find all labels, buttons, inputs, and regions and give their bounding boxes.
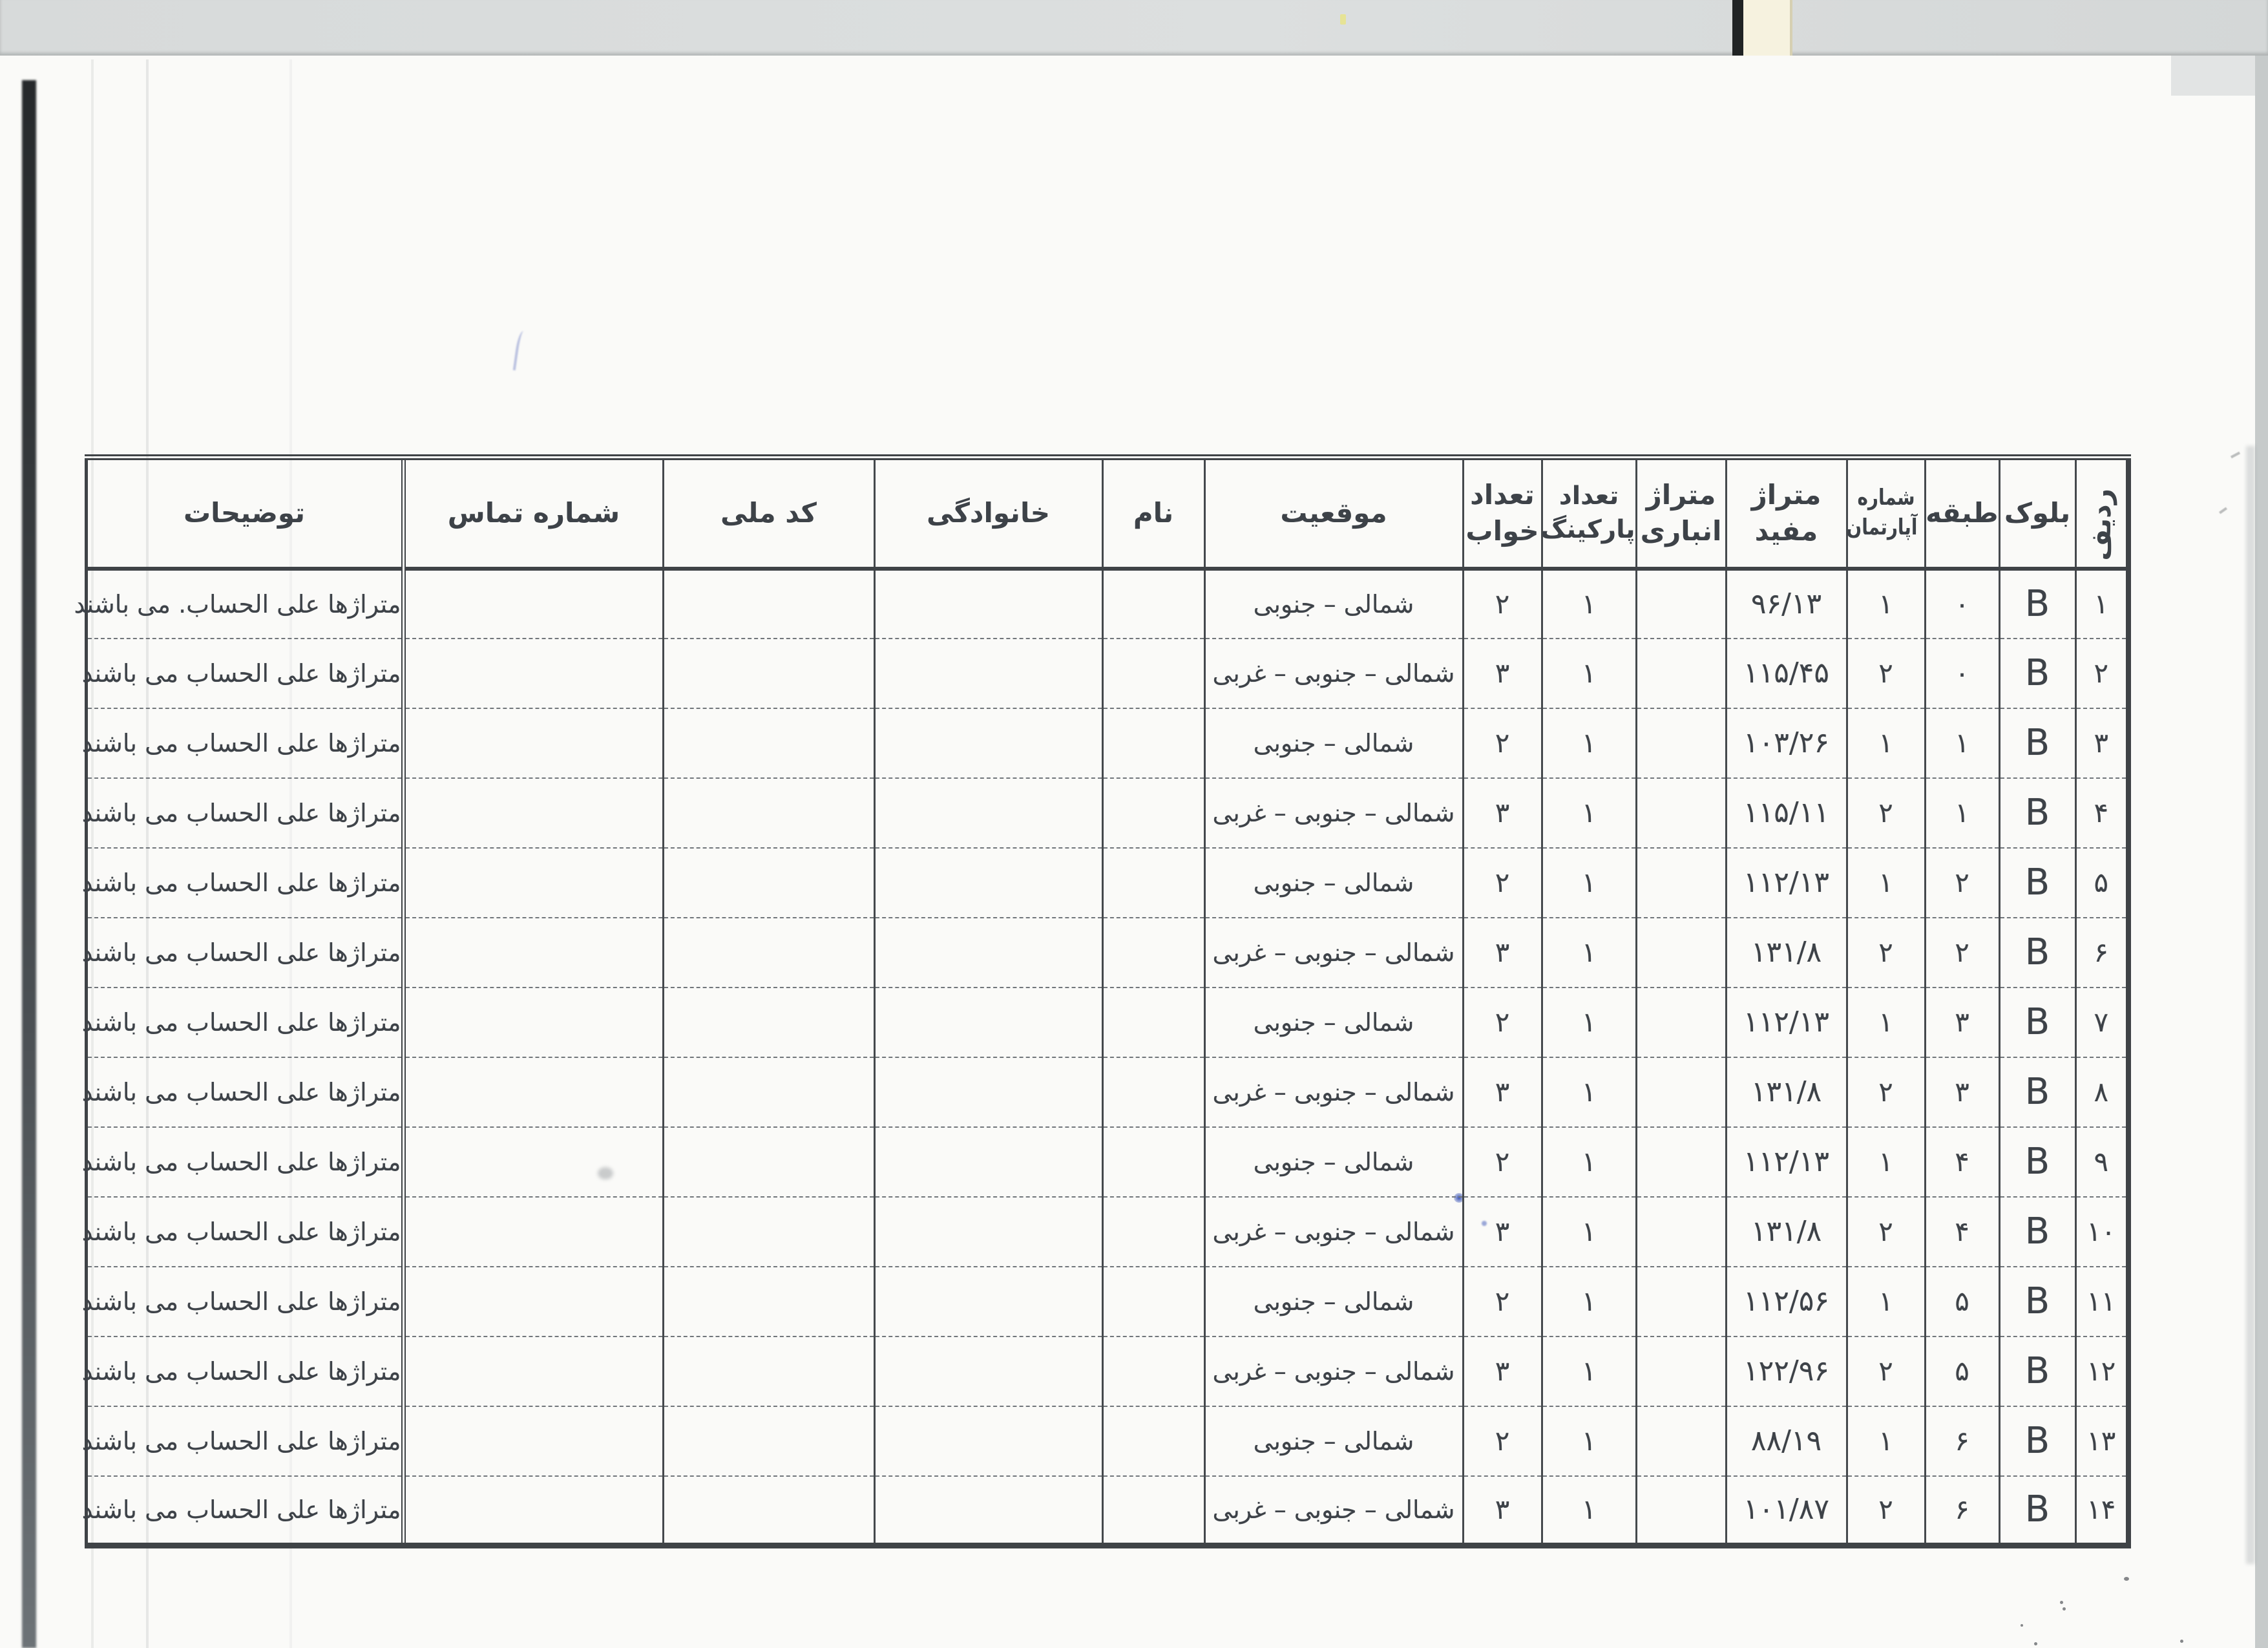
table-row: [86, 918, 2128, 988]
cell-storage: [1636, 1336, 1726, 1406]
ink-speck: [2063, 1607, 2066, 1611]
cell-notes: متراژها علی الحساب می باشند: [86, 918, 403, 988]
table-body: [74, 569, 2128, 1546]
cell-name: [1102, 1127, 1204, 1197]
cell-family: [874, 848, 1102, 918]
cell-storage: [1636, 848, 1726, 918]
cell-national_id: [663, 1336, 874, 1406]
cell-floor: ۰: [1925, 639, 1999, 708]
cell-block: B: [1999, 639, 2075, 708]
cell-bedrooms: ۲: [1463, 1127, 1542, 1197]
cell-parking: ۱: [1542, 918, 1636, 988]
cell-notes: متراژها علی الحساب می باشند: [86, 1267, 403, 1336]
apartments-table-wrap: [74, 454, 2131, 1548]
cell-storage: [1636, 1197, 1726, 1267]
cell-parking: ۱: [1542, 1336, 1636, 1406]
scanner-bed-strip: [0, 0, 2268, 56]
cell-area: ۱۳۱/۸: [1726, 1197, 1847, 1267]
cell-storage: [1636, 778, 1726, 848]
cell-bedrooms: ۲: [1463, 848, 1542, 918]
cell-area: ۱۱۲/۵۶: [1726, 1267, 1847, 1336]
cell-block: B: [1999, 1406, 2075, 1476]
col-header-bedrooms-text: خواب: [1465, 515, 1539, 547]
cell-phone: [403, 1267, 663, 1336]
cell-national_id: [663, 988, 874, 1057]
cell-name: [1102, 708, 1204, 778]
cell-notes: متراژها علی الحساب می باشند: [86, 1127, 403, 1197]
cell-apt: ۲: [1847, 778, 1925, 848]
cell-area: ۹۶/۱۳: [1726, 569, 1847, 639]
table-row: [86, 1127, 2128, 1197]
cell-parking: ۱: [1542, 1127, 1636, 1197]
cell-storage: [1636, 569, 1726, 639]
cell-national_id: [663, 708, 874, 778]
cell-radif: ۹: [2075, 1127, 2128, 1197]
cell-floor: ۳: [1925, 988, 1999, 1057]
cell-bedrooms: ۳: [1463, 918, 1542, 988]
cell-radif: ۱۰: [2075, 1197, 2128, 1267]
cell-family: [874, 1127, 1102, 1197]
cell-national_id: [663, 1057, 874, 1127]
cell-area: ۱۳۱/۸: [1726, 918, 1847, 988]
cell-radif: ۵: [2075, 848, 2128, 918]
table-row: [86, 1476, 2128, 1546]
cell-notes: متراژها علی الحساب می باشند: [86, 1336, 403, 1406]
cell-parking: ۱: [1542, 1476, 1636, 1546]
col-header-national_id-text: کد ملی: [720, 496, 817, 529]
ink-speck: [2180, 1640, 2183, 1643]
cell-parking: ۱: [1542, 1197, 1636, 1267]
table-row: [86, 848, 2128, 918]
cell-area: ۱۰۱/۸۷: [1726, 1476, 1847, 1546]
cell-area: ۱۰۳/۲۶: [1726, 708, 1847, 778]
cell-radif: ۴: [2075, 778, 2128, 848]
cell-family: [874, 639, 1102, 708]
col-header-family-text: خانوادگی: [926, 496, 1050, 529]
table-row: [86, 569, 2128, 639]
cell-location: شمالی – جنوبی – غربی: [1204, 1476, 1463, 1546]
cell-phone: [403, 1476, 663, 1546]
cell-block: B: [1999, 1057, 2075, 1127]
col-header-family: [874, 458, 1102, 569]
cell-location: شمالی – جنوبی – غربی: [1204, 639, 1463, 708]
cell-notes: متراژها علی الحساب می باشند: [86, 708, 403, 778]
top-right-shadow: [2171, 56, 2268, 96]
cell-phone: [403, 708, 663, 778]
cell-notes: متراژها علی الحساب می باشند: [86, 639, 403, 708]
cell-family: [874, 1267, 1102, 1336]
table-row: [86, 988, 2128, 1057]
cell-phone: [403, 569, 663, 639]
cell-name: [1102, 639, 1204, 708]
cell-block: B: [1999, 708, 2075, 778]
col-header-area: [1726, 458, 1847, 569]
cell-name: [1102, 778, 1204, 848]
cell-block: B: [1999, 1127, 2075, 1197]
table-row: [86, 1197, 2128, 1267]
table-row: [86, 1057, 2128, 1127]
cell-national_id: [663, 1476, 874, 1546]
col-header-apt-text: شماره: [1856, 485, 1915, 511]
cell-name: [1102, 918, 1204, 988]
cell-family: [874, 708, 1102, 778]
cell-notes: متراژها علی الحساب می باشند: [86, 1057, 403, 1127]
cell-parking: ۱: [1542, 988, 1636, 1057]
cell-apt: ۲: [1847, 639, 1925, 708]
cell-block: B: [1999, 1197, 2075, 1267]
cell-phone: [403, 639, 663, 708]
cell-phone: [403, 1127, 663, 1197]
cell-national_id: [663, 1197, 874, 1267]
cell-location: شمالی – جنوبی – غربی: [1204, 778, 1463, 848]
cell-phone: [403, 1336, 663, 1406]
cell-floor: ۶: [1925, 1476, 1999, 1546]
cell-national_id: [663, 778, 874, 848]
yellow-speck: [1340, 14, 1346, 25]
col-header-storage: [1636, 458, 1726, 569]
cell-bedrooms: ۳: [1463, 1336, 1542, 1406]
cell-location: شمالی – جنوبی: [1204, 708, 1463, 778]
col-header-phone: [403, 458, 663, 569]
cell-radif: ۱۴: [2075, 1476, 2128, 1546]
cell-family: [874, 778, 1102, 848]
col-header-parking: [1542, 458, 1636, 569]
cell-area: ۱۱۲/۱۳: [1726, 1127, 1847, 1197]
col-header-name: [1102, 458, 1204, 569]
cell-national_id: [663, 1406, 874, 1476]
cell-parking: ۱: [1542, 778, 1636, 848]
cell-apt: ۲: [1847, 918, 1925, 988]
cell-bedrooms: ۳: [1463, 778, 1542, 848]
col-header-location-text: موقعیت: [1280, 496, 1387, 529]
cell-apt: ۲: [1847, 1197, 1925, 1267]
paper-edge-patch: [1743, 0, 1792, 56]
ink-speck: [2034, 1642, 2037, 1645]
cell-location: شمالی – جنوبی: [1204, 848, 1463, 918]
cell-apt: ۱: [1847, 1267, 1925, 1336]
cell-notes: متراژها علی الحساب می باشند: [86, 778, 403, 848]
cell-location: شمالی – جنوبی – غربی: [1204, 1197, 1463, 1267]
cell-radif: ۶: [2075, 918, 2128, 988]
cell-national_id: [663, 918, 874, 988]
col-header-name-text: نام: [1133, 496, 1174, 529]
col-header-radif: [2075, 458, 2128, 569]
col-header-location: [1204, 458, 1463, 569]
cell-parking: ۱: [1542, 1057, 1636, 1127]
cell-apt: ۲: [1847, 1476, 1925, 1546]
cell-family: [874, 1476, 1102, 1546]
cell-floor: ۶: [1925, 1406, 1999, 1476]
cell-radif: ۲: [2075, 639, 2128, 708]
cell-bedrooms: ۳: [1463, 1057, 1542, 1127]
cell-name: [1102, 569, 1204, 639]
col-header-apt: [1847, 458, 1925, 569]
col-header-radif-text: ردیف: [2084, 489, 2117, 561]
cell-radif: ۷: [2075, 988, 2128, 1057]
cell-radif: ۳: [2075, 708, 2128, 778]
cell-location: شمالی – جنوبی: [1204, 988, 1463, 1057]
col-header-notes: [86, 458, 403, 569]
ink-speck: [2124, 1577, 2129, 1581]
cell-area: ۱۱۵/۱۱: [1726, 778, 1847, 848]
cell-name: [1102, 1336, 1204, 1406]
table-row: [86, 1336, 2128, 1406]
cell-bedrooms: ۳: [1463, 639, 1542, 708]
cell-floor: ۵: [1925, 1267, 1999, 1336]
paper-fold-shadow: [22, 80, 36, 1648]
cell-area: ۱۱۲/۱۳: [1726, 988, 1847, 1057]
cell-phone: [403, 1057, 663, 1127]
cell-notes: متراژها علی الحساب می باشند: [86, 848, 403, 918]
cell-name: [1102, 1197, 1204, 1267]
cell-national_id: [663, 1127, 874, 1197]
cell-bedrooms: ۲: [1463, 569, 1542, 639]
cell-apt: ۱: [1847, 1127, 1925, 1197]
cell-floor: ۴: [1925, 1197, 1999, 1267]
col-header-bedrooms: [1463, 458, 1542, 569]
header-row: [86, 458, 2128, 569]
cell-location: شمالی – جنوبی – غربی: [1204, 1057, 1463, 1127]
col-header-parking-text: تعداد: [1559, 481, 1619, 511]
cell-storage: [1636, 1057, 1726, 1127]
cell-national_id: [663, 569, 874, 639]
pencil-mark: [2219, 507, 2227, 514]
cell-storage: [1636, 1406, 1726, 1476]
cell-storage: [1636, 988, 1726, 1057]
col-header-bedrooms-text: تعداد: [1470, 478, 1535, 511]
cell-apt: ۱: [1847, 569, 1925, 639]
cell-location: شمالی – جنوبی – غربی: [1204, 918, 1463, 988]
cell-storage: [1636, 1267, 1726, 1336]
cell-family: [874, 988, 1102, 1057]
cell-name: [1102, 1406, 1204, 1476]
cell-phone: [403, 848, 663, 918]
ink-speck: [2021, 1624, 2023, 1627]
cell-family: [874, 569, 1102, 639]
scanner-black-mark: [1732, 0, 1743, 56]
cell-storage: [1636, 1476, 1726, 1546]
col-header-storage-text: انباری: [1640, 515, 1722, 547]
cell-national_id: [663, 639, 874, 708]
cell-area: ۱۲۲/۹۶: [1726, 1336, 1847, 1406]
col-header-block-text: بلوک: [2004, 496, 2071, 529]
cell-bedrooms: ۲: [1463, 1406, 1542, 1476]
table-row: [86, 708, 2128, 778]
cell-notes: متراژها علی الحساب می باشند: [86, 1406, 403, 1476]
cell-floor: ۳: [1925, 1057, 1999, 1127]
cell-name: [1102, 988, 1204, 1057]
cell-phone: [403, 1406, 663, 1476]
cell-floor: ۵: [1925, 1336, 1999, 1406]
cell-location: شمالی – جنوبی: [1204, 1127, 1463, 1197]
cell-block: B: [1999, 848, 2075, 918]
cell-notes: متراژها علی الحساب می باشند: [86, 1476, 403, 1546]
cell-block: B: [1999, 569, 2075, 639]
blue-ink-squiggle: [513, 330, 529, 372]
cell-parking: ۱: [1542, 848, 1636, 918]
cell-bedrooms: ۳: [1463, 1197, 1542, 1267]
cell-family: [874, 918, 1102, 988]
cell-area: ۱۱۲/۱۳: [1726, 848, 1847, 918]
cell-block: B: [1999, 988, 2075, 1057]
cell-radif: ۸: [2075, 1057, 2128, 1127]
col-header-parking-text: پارکینگ: [1540, 515, 1635, 545]
cell-national_id: [663, 848, 874, 918]
col-header-area-text: متراژ مفید: [1751, 478, 1822, 547]
cell-location: شمالی – جنوبی – غربی: [1204, 1336, 1463, 1406]
cell-bedrooms: ۲: [1463, 1267, 1542, 1336]
cell-storage: [1636, 1127, 1726, 1197]
col-header-storage-text: متراژ: [1646, 478, 1716, 511]
cell-floor: ۲: [1925, 918, 1999, 988]
cell-phone: [403, 1197, 663, 1267]
apartments-table: [74, 454, 2132, 1548]
cell-radif: ۱۲: [2075, 1336, 2128, 1406]
table-row: [86, 778, 2128, 848]
cell-location: شمالی – جنوبی: [1204, 1267, 1463, 1336]
cell-parking: ۱: [1542, 708, 1636, 778]
cell-area: ۸۸/۱۹: [1726, 1406, 1847, 1476]
cell-floor: ۴: [1925, 1127, 1999, 1197]
cell-parking: ۱: [1542, 639, 1636, 708]
cell-bedrooms: ۲: [1463, 708, 1542, 778]
cell-phone: [403, 778, 663, 848]
cell-radif: ۱۱: [2075, 1267, 2128, 1336]
cell-family: [874, 1406, 1102, 1476]
cell-parking: ۱: [1542, 1267, 1636, 1336]
cell-notes: متراژها علی الحساب می باشند: [86, 988, 403, 1057]
cell-storage: [1636, 708, 1726, 778]
cell-radif: ۱۳: [2075, 1406, 2128, 1476]
cell-floor: ۱: [1925, 708, 1999, 778]
cell-apt: ۱: [1847, 988, 1925, 1057]
table-row: [86, 1406, 2128, 1476]
table-row: [86, 1267, 2128, 1336]
cell-storage: [1636, 639, 1726, 708]
paper-right-edge: [2255, 56, 2268, 1648]
cell-block: B: [1999, 1476, 2075, 1546]
paper-right-edge-fuzz: [2246, 446, 2255, 1564]
cell-block: B: [1999, 918, 2075, 988]
cell-apt: ۱: [1847, 1406, 1925, 1476]
cell-notes: متراژها علی الحساب. می باشند: [86, 569, 403, 639]
cell-phone: [403, 988, 663, 1057]
cell-apt: ۱: [1847, 708, 1925, 778]
cell-floor: ۲: [1925, 848, 1999, 918]
cell-phone: [403, 918, 663, 988]
cell-family: [874, 1336, 1102, 1406]
cell-parking: ۱: [1542, 1406, 1636, 1476]
cell-block: B: [1999, 1267, 2075, 1336]
table-row: [86, 639, 2128, 708]
cell-family: [874, 1057, 1102, 1127]
col-header-national_id: [663, 458, 874, 569]
cell-apt: ۲: [1847, 1336, 1925, 1406]
cell-apt: ۲: [1847, 1057, 1925, 1127]
col-header-notes-text: توضیحات: [183, 496, 306, 529]
cell-apt: ۱: [1847, 848, 1925, 918]
cell-name: [1102, 1057, 1204, 1127]
cell-bedrooms: ۳: [1463, 1476, 1542, 1546]
pencil-mark: [2231, 452, 2240, 459]
col-header-phone-text: شماره تماس: [447, 496, 620, 529]
cell-national_id: [663, 1267, 874, 1336]
cell-floor: ۱: [1925, 778, 1999, 848]
cell-location: شمالی – جنوبی: [1204, 1406, 1463, 1476]
col-header-floor-text: طبقه: [1926, 496, 1999, 529]
cell-storage: [1636, 918, 1726, 988]
cell-bedrooms: ۲: [1463, 988, 1542, 1057]
cell-location: شمالی – جنوبی: [1204, 569, 1463, 639]
cell-block: B: [1999, 778, 2075, 848]
col-header-block: [1999, 458, 2075, 569]
cell-radif: ۱: [2075, 569, 2128, 639]
col-header-apt-text: آپارتمان: [1845, 514, 1917, 541]
cell-family: [874, 1197, 1102, 1267]
cell-name: [1102, 1267, 1204, 1336]
cell-area: ۱۱۵/۴۵: [1726, 639, 1847, 708]
ink-speck: [2060, 1601, 2063, 1604]
cell-notes: متراژها علی الحساب می باشند: [86, 1197, 403, 1267]
cell-area: ۱۳۱/۸: [1726, 1057, 1847, 1127]
cell-block: B: [1999, 1336, 2075, 1406]
cell-name: [1102, 848, 1204, 918]
cell-floor: ۰: [1925, 569, 1999, 639]
cell-name: [1102, 1476, 1204, 1546]
cell-parking: ۱: [1542, 569, 1636, 639]
col-header-floor: [1925, 458, 1999, 569]
